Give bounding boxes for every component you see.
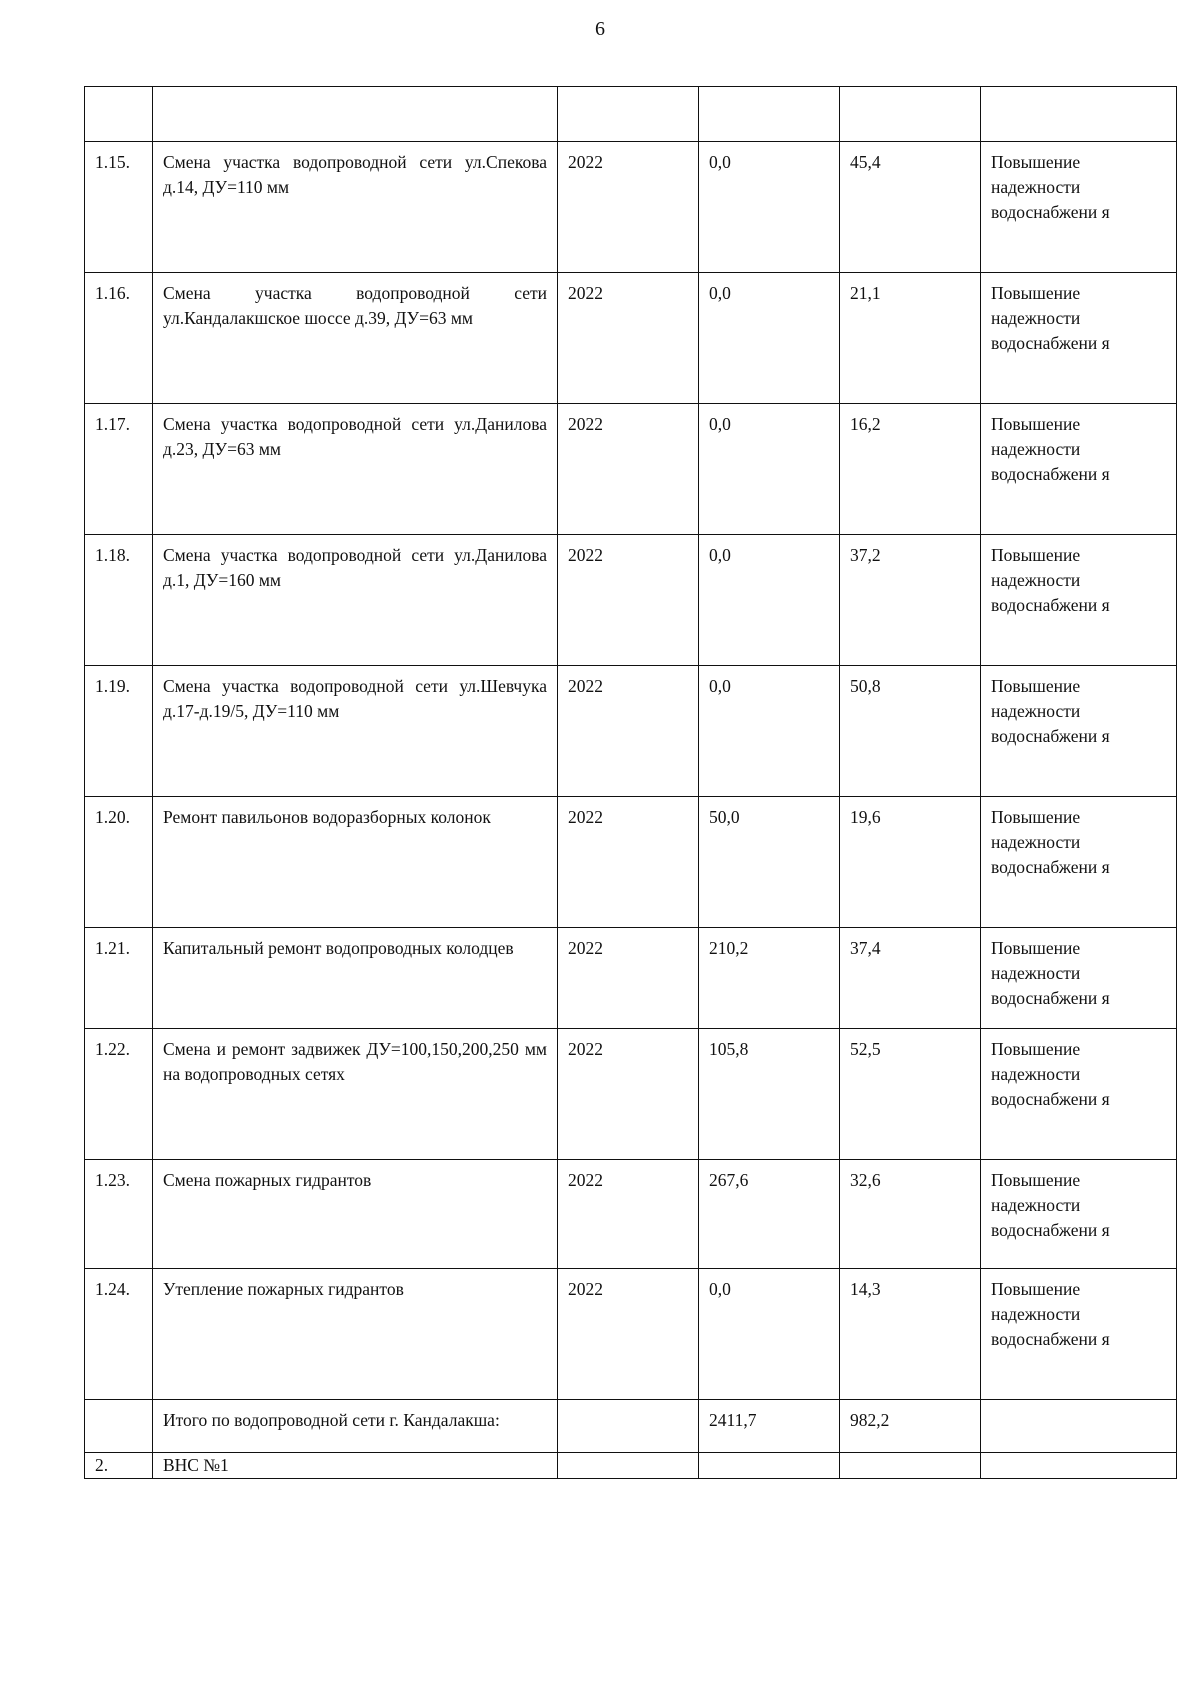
row-value-2: 37,2 [840,535,981,666]
row-year: 2022 [558,928,699,1029]
row-year: 2022 [558,797,699,928]
row-year: 2022 [558,1160,699,1269]
row-note: Повышение надежности водоснабжени я [981,1029,1177,1160]
row-description: Смена пожарных гидрантов [153,1160,558,1269]
row-number: 1.23. [85,1160,153,1269]
row-year: 2022 [558,666,699,797]
row-note: Повышение надежности водоснабжени я [981,273,1177,404]
section-empty-cell [840,1453,981,1479]
page-number: 6 [595,18,605,40]
header-cell [840,87,981,142]
row-description: Смена участка водопроводной сети ул.Спекова д.14, ДУ=110 мм [153,142,558,273]
row-value-1: 267,6 [699,1160,840,1269]
row-number: 1.18. [85,535,153,666]
header-cell [558,87,699,142]
row-value-2: 19,6 [840,797,981,928]
table-header-row [85,87,1177,142]
table-row [85,142,1177,273]
row-description: Смена участка водопроводной сети ул.Шевчука д.17-д.19/5, ДУ=110 мм [153,666,558,797]
row-value-1: 0,0 [699,1269,840,1400]
row-value-2: 14,3 [840,1269,981,1400]
row-number: 1.16. [85,273,153,404]
row-number: 1.20. [85,797,153,928]
row-description: Утепление пожарных гидрантов [153,1269,558,1400]
total-year-cell [558,1400,699,1453]
header-cell [85,87,153,142]
row-value-2: 52,5 [840,1029,981,1160]
table-row [85,404,1177,535]
row-description: Смена участка водопроводной сети ул.Данилова д.1, ДУ=160 мм [153,535,558,666]
row-year: 2022 [558,535,699,666]
table-row [85,535,1177,666]
row-value-1: 0,0 [699,142,840,273]
row-number: 1.15. [85,142,153,273]
section-empty-cell [981,1453,1177,1479]
row-value-2: 16,2 [840,404,981,535]
row-value-1: 0,0 [699,666,840,797]
row-description: Смена и ремонт задвижек ДУ=100,150,200,250 мм на водопроводных сетях [153,1029,558,1160]
table-row [85,1029,1177,1160]
header-cell [699,87,840,142]
total-value-1: 2411,7 [699,1400,840,1453]
row-value-2: 45,4 [840,142,981,273]
row-number: 1.19. [85,666,153,797]
section-row [85,1453,1177,1479]
total-number-cell [85,1400,153,1453]
row-value-1: 0,0 [699,404,840,535]
row-note: Повышение надежности водоснабжени я [981,666,1177,797]
row-year: 2022 [558,1029,699,1160]
row-number: 1.24. [85,1269,153,1400]
row-note: Повышение надежности водоснабжени я [981,797,1177,928]
row-note: Повышение надежности водоснабжени я [981,142,1177,273]
row-description: Смена участка водопроводной сети ул.Данилова д.23, ДУ=63 мм [153,404,558,535]
section-number: 2. [85,1453,153,1479]
section-label: ВНС №1 [153,1453,558,1479]
table-row [85,273,1177,404]
section-empty-cell [558,1453,699,1479]
row-note: Повышение надежности водоснабжени я [981,1269,1177,1400]
row-year: 2022 [558,1269,699,1400]
row-value-2: 37,4 [840,928,981,1029]
row-value-1: 0,0 [699,273,840,404]
row-year: 2022 [558,404,699,535]
row-description: Капитальный ремонт водопроводных колодцев [153,928,558,1029]
row-value-2: 21,1 [840,273,981,404]
table-row [85,928,1177,1029]
row-note: Повышение надежности водоснабжени я [981,928,1177,1029]
row-year: 2022 [558,142,699,273]
header-cell [153,87,558,142]
works-table [84,86,1177,1479]
total-value-2: 982,2 [840,1400,981,1453]
row-number: 1.17. [85,404,153,535]
row-number: 1.21. [85,928,153,1029]
table-row [85,1160,1177,1269]
row-value-1: 50,0 [699,797,840,928]
row-value-2: 50,8 [840,666,981,797]
table-row [85,1269,1177,1400]
row-value-1: 105,8 [699,1029,840,1160]
total-note-cell [981,1400,1177,1453]
row-number: 1.22. [85,1029,153,1160]
row-note: Повышение надежности водоснабжени я [981,1160,1177,1269]
row-year: 2022 [558,273,699,404]
total-row [85,1400,1177,1453]
table-row [85,666,1177,797]
row-description: Смена участка водопроводной сети ул.Кандалакшское шоссе д.39, ДУ=63 мм [153,273,558,404]
row-note: Повышение надежности водоснабжени я [981,404,1177,535]
table-row [85,797,1177,928]
row-value-1: 210,2 [699,928,840,1029]
row-value-2: 32,6 [840,1160,981,1269]
row-value-1: 0,0 [699,535,840,666]
section-empty-cell [699,1453,840,1479]
header-cell [981,87,1177,142]
row-note: Повышение надежности водоснабжени я [981,535,1177,666]
row-description: Ремонт павильонов водоразборных колонок [153,797,558,928]
total-label: Итого по водопроводной сети г. Кандалакша: [153,1400,558,1453]
